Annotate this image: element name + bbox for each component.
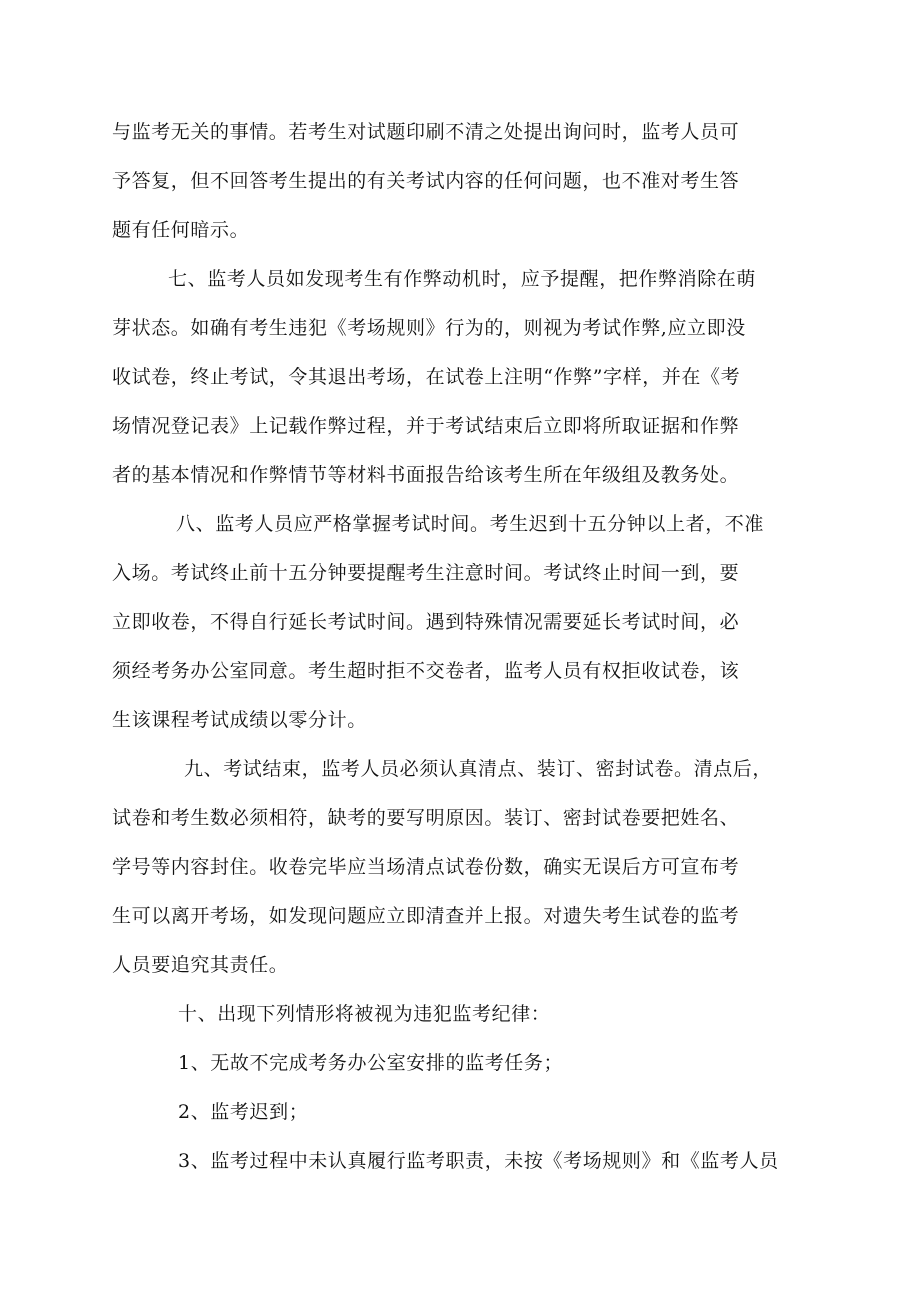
text-line: 立即收卷，不得自行延长考试时间。遇到特殊情况需要延长考试时间，必 [112, 611, 740, 633]
text-line: 试卷和考生数必须相符，缺考的要写明原因。装订、密封试卷要把姓名、 [112, 807, 740, 829]
text-line: 收试卷，终止考试，令其退出考场，在试卷上注明“作弊”字样，并在《考 [112, 366, 741, 388]
text-line: 人员要追究其责任。 [112, 954, 289, 976]
text-line: 入场。考试终止前十五分钟要提醒考生注意时间。考试终止时间一到，要 [112, 562, 740, 584]
text-line: 题有任何暗示。 [112, 219, 250, 241]
text-line: 学号等内容封住。收卷完毕应当场清点试卷份数，确实无误后方可宣布考 [112, 856, 740, 878]
list-item: 2、监考迟到； [178, 1101, 309, 1123]
text-line: 者的基本情况和作弊情节等材料书面报告给该考生所在年级组及教务处。 [112, 464, 740, 486]
section-nine-first-line: 九、考试结束，监考人员必须认真清点、装订、密封试卷。清点后， [184, 758, 773, 780]
section-ten-heading: 十、出现下列情形将被视为违犯监考纪律： [178, 1003, 551, 1025]
text-line: 生该课程考试成绩以零分计。 [112, 709, 367, 731]
text-line: 场情况登记表》上记载作弊过程，并于考试结束后立即将所取证据和作弊 [112, 415, 740, 437]
text-line: 与监考无关的事情。若考生对试题印刷不清之处提出询问时，监考人员可 [112, 121, 740, 143]
text-line: 芽状态。如确有考生违犯《考场规则》行为的，则视为考试作弊,应立即没 [112, 317, 746, 339]
section-seven-first-line: 七、监考人员如发现考生有作弊动机时，应予提醒，把作弊消除在萌 [168, 268, 757, 290]
text-line: 生可以离开考场，如发现问题应立即清查并上报。对遗失考生试卷的监考 [112, 905, 740, 927]
text-line: 予答复，但不回答考生提出的有关考试内容的任何问题，也不准对考生答 [112, 170, 740, 192]
text-line: 须经考务办公室同意。考生超时拒不交卷者，监考人员有权拒收试卷，该 [112, 660, 740, 682]
list-item: 3、监考过程中未认真履行监考职责，未按《考场规则》和《监考人员 [178, 1150, 779, 1172]
list-item: 1、无故不完成考务办公室安排的监考任务； [178, 1052, 564, 1074]
section-eight-first-line: 八、监考人员应严格掌握考试时间。考生迟到十五分钟以上者，不准 [176, 513, 765, 535]
